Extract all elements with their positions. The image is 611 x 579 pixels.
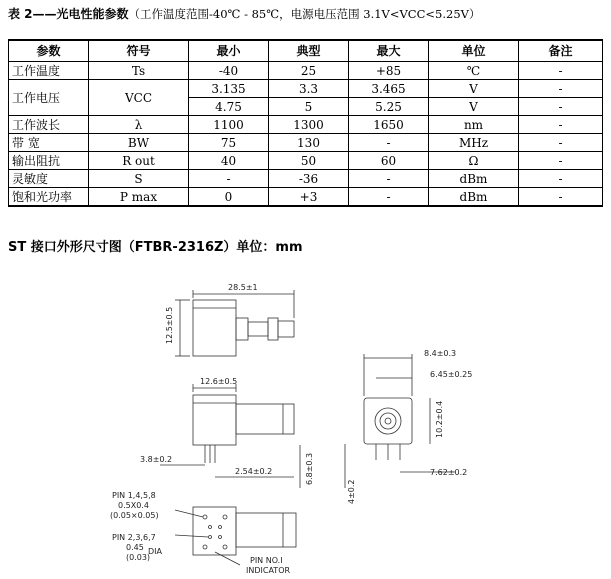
cell-param: 工作电压 — [9, 80, 89, 116]
cell-param: 工作波长 — [9, 116, 89, 134]
dim-pin-offset: 3.8±0.2 — [140, 455, 173, 464]
table-row — [9, 188, 603, 207]
cell-min: 40 — [189, 152, 269, 170]
cell-max: 60 — [349, 152, 429, 170]
side-view-body — [193, 395, 236, 445]
cell-note: - — [519, 116, 603, 134]
dim-front-inner: 6.45±0.25 — [430, 370, 473, 379]
cell-note: - — [519, 134, 603, 152]
cell-param: 饱和光功率 — [9, 188, 89, 207]
header-symbol: 符号 — [89, 40, 189, 62]
cell-unit: ℃ — [429, 62, 519, 80]
table-caption — [8, 5, 480, 22]
cell-note: - — [519, 98, 603, 116]
cell-note: - — [519, 188, 603, 207]
cell-note: - — [519, 170, 603, 188]
cell-max: 1650 — [349, 116, 429, 134]
cell-unit: dBm — [429, 170, 519, 188]
caption-note: （工作温度范围-40℃ - 85℃，电源电压范围 3.1V<VCC<5.25V） — [128, 7, 481, 21]
cell-max: 5.25 — [349, 98, 429, 116]
table-row — [9, 80, 603, 98]
pin-label-2-dia: DIA — [148, 547, 162, 556]
cell-symbol: VCC — [89, 80, 189, 116]
dim-overall-length: 28.5±1 — [228, 283, 258, 292]
cell-typ: 1300 — [269, 116, 349, 134]
cell-typ: 130 — [269, 134, 349, 152]
dim-pin-pitch: 2.54±0.2 — [235, 467, 273, 476]
cell-symbol: R out — [89, 152, 189, 170]
cell-typ: 3.3 — [269, 80, 349, 98]
table-header-row — [9, 40, 603, 62]
cell-max: 3.465 — [349, 80, 429, 98]
section-title: ST 接口外形尺寸图（FTBR-2316Z）单位：mm — [8, 240, 303, 255]
header-min: 最小 — [189, 40, 269, 62]
cell-unit: V — [429, 80, 519, 98]
cell-symbol: P max — [89, 188, 189, 207]
cell-note: - — [519, 80, 603, 98]
pin-label-1: PIN 1,4,5,8 — [112, 491, 156, 500]
cell-min: 0 — [189, 188, 269, 207]
cell-param: 灵敏度 — [9, 170, 89, 188]
table-row — [9, 134, 603, 152]
dim-front-height: 10.2±0.4 — [435, 400, 444, 438]
cell-param: 工作温度 — [9, 62, 89, 80]
cell-unit: dBm — [429, 188, 519, 207]
cell-symbol: λ — [89, 116, 189, 134]
cell-note: - — [519, 152, 603, 170]
caption-label: 表 2——光电性能参数 — [8, 7, 129, 21]
cell-max: - — [349, 134, 429, 152]
cell-min: - — [189, 170, 269, 188]
dim-front-pin: 4±0.2 — [347, 479, 356, 504]
cell-min: 1100 — [189, 116, 269, 134]
dim-body-width: 12.6±0.5 — [200, 377, 238, 386]
cell-symbol: Ts — [89, 62, 189, 80]
cell-unit: Ω — [429, 152, 519, 170]
table-row — [9, 152, 603, 170]
cell-symbol: BW — [89, 134, 189, 152]
cell-typ: 25 — [269, 62, 349, 80]
dim-front-width: 8.4±0.3 — [424, 349, 457, 358]
cell-min: 75 — [189, 134, 269, 152]
dimension-drawing — [0, 260, 611, 579]
header-param: 参数 — [9, 40, 89, 62]
cell-min: -40 — [189, 62, 269, 80]
cell-max: +85 — [349, 62, 429, 80]
cell-note: - — [519, 62, 603, 80]
dim-pin-length: 6.8±0.3 — [305, 452, 314, 485]
cell-min: 4.75 — [189, 98, 269, 116]
dim-height: 12.5±0.5 — [165, 306, 174, 344]
table-row — [9, 170, 603, 188]
table-row — [9, 116, 603, 134]
pin-indicator-2: INDICATOR — [246, 566, 291, 575]
pin-label-1-size: 0.5X0.4 — [118, 501, 149, 510]
cell-unit: nm — [429, 116, 519, 134]
cell-param: 带 宽 — [9, 134, 89, 152]
side-view — [160, 384, 300, 488]
table-row — [9, 62, 603, 80]
cell-typ: -36 — [269, 170, 349, 188]
cell-max: - — [349, 188, 429, 207]
cell-max: - — [349, 170, 429, 188]
performance-table — [8, 39, 603, 207]
dim-front-pin-span: 7.62±0.2 — [430, 468, 468, 477]
cell-param: 输出阻抗 — [9, 152, 89, 170]
pin-label-2-inch: (0.03) — [126, 553, 151, 562]
header-note: 备注 — [519, 40, 603, 62]
top-view — [175, 290, 294, 356]
front-view-body — [364, 398, 412, 444]
pin-label-2: PIN 2,3,6,7 — [112, 533, 156, 542]
header-unit: 单位 — [429, 40, 519, 62]
bottom-view-body — [193, 507, 236, 555]
cell-unit: V — [429, 98, 519, 116]
header-typ: 典型 — [269, 40, 349, 62]
cell-min: 3.135 — [189, 80, 269, 98]
pin-indicator-1: PIN NO.I — [250, 556, 283, 565]
cell-typ: 50 — [269, 152, 349, 170]
cell-unit: MHz — [429, 134, 519, 152]
cell-typ: 5 — [269, 98, 349, 116]
pin-label-2-size: 0.45 — [126, 543, 144, 552]
cell-symbol: S — [89, 170, 189, 188]
pin-label-1-inch: (0.05×0.05) — [110, 511, 159, 520]
cell-typ: +3 — [269, 188, 349, 207]
header-max: 最大 — [349, 40, 429, 62]
